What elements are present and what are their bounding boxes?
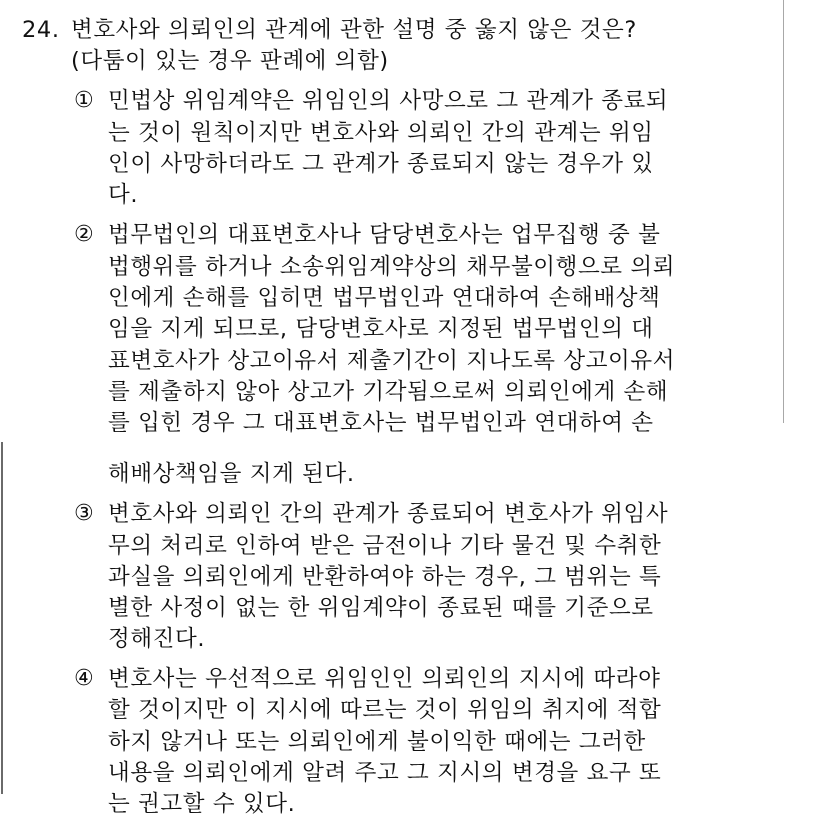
- option-line: 인에게 손해를 입히면 법무법인과 연대하여 손해배상책: [108, 285, 661, 311]
- option-line: 를 제출하지 않아 상고가 기각됨으로써 의뢰인에게 손해: [108, 379, 669, 405]
- option-line: 임을 지게 되므로, 담당변호사로 지정된 법무법인의 대: [108, 316, 654, 342]
- option-marker: ①: [74, 88, 95, 113]
- option-line: 를 입힌 경우 그 대표변호사는 법무법인과 연대하여 손: [108, 410, 654, 436]
- option-line: 할 것이지만 이 지시에 따르는 것이 위임의 취지에 적합: [108, 697, 662, 723]
- option-line: 는 것이 원칙이지만 변호사와 의뢰인 간의 관계는 위임: [108, 120, 654, 146]
- option-line: 해배상책임을 지게 된다.: [108, 461, 355, 487]
- option-marker: ③: [74, 501, 95, 526]
- option-line: 다.: [108, 182, 139, 208]
- option-line: 변호사와 의뢰인 간의 관계가 종료되어 변호사가 위임사: [108, 501, 669, 527]
- option-line: 법행위를 하거나 소송위임계약상의 채무불이행으로 의뢰: [108, 254, 676, 280]
- option-line: 법무법인의 대표변호사나 담당변호사는 업무집행 중 불: [108, 222, 661, 248]
- option-line: 내용을 의뢰인에게 알려 주고 그 지시의 변경을 요구 또: [108, 760, 662, 786]
- option-line: 정해진다.: [108, 626, 206, 652]
- option-marker: ②: [74, 222, 95, 247]
- option-line: 하지 않거나 또는 의뢰인에게 불이익한 때에는 그러한: [108, 729, 646, 755]
- column-divider-right: [783, 0, 784, 423]
- option-line: 과실을 의뢰인에게 반환하여야 하는 경우, 그 범위는 특: [108, 564, 662, 590]
- question-stem-line: 변호사와 의뢰인의 관계에 관한 설명 중 옳지 않은 것은?: [71, 17, 637, 43]
- option-line: 표변호사가 상고이유서 제출기간이 지나도록 상고이유서: [108, 348, 676, 374]
- option-line: 변호사는 우선적으로 위임인인 의뢰인의 지시에 따라야: [108, 666, 661, 692]
- option-line: 별한 사정이 없는 한 위임계약이 종료된 때를 기준으로: [108, 595, 654, 621]
- option-line: 인이 사망하더라도 그 관계가 종료되지 않는 경우가 있: [108, 151, 654, 177]
- question-number: 24.: [22, 17, 60, 43]
- option-line: 는 권고할 수 있다.: [108, 791, 296, 817]
- option-line: 민법상 위임계약은 위임인의 사망으로 그 관계가 종료되: [108, 88, 669, 114]
- question-stem-line: (다툼이 있는 경우 판례에 의함): [71, 48, 389, 74]
- option-line: 무의 처리로 인하여 받은 금전이나 기타 물건 및 수취한: [108, 533, 662, 559]
- option-marker: ④: [74, 666, 95, 691]
- column-divider-left: [1, 442, 3, 794]
